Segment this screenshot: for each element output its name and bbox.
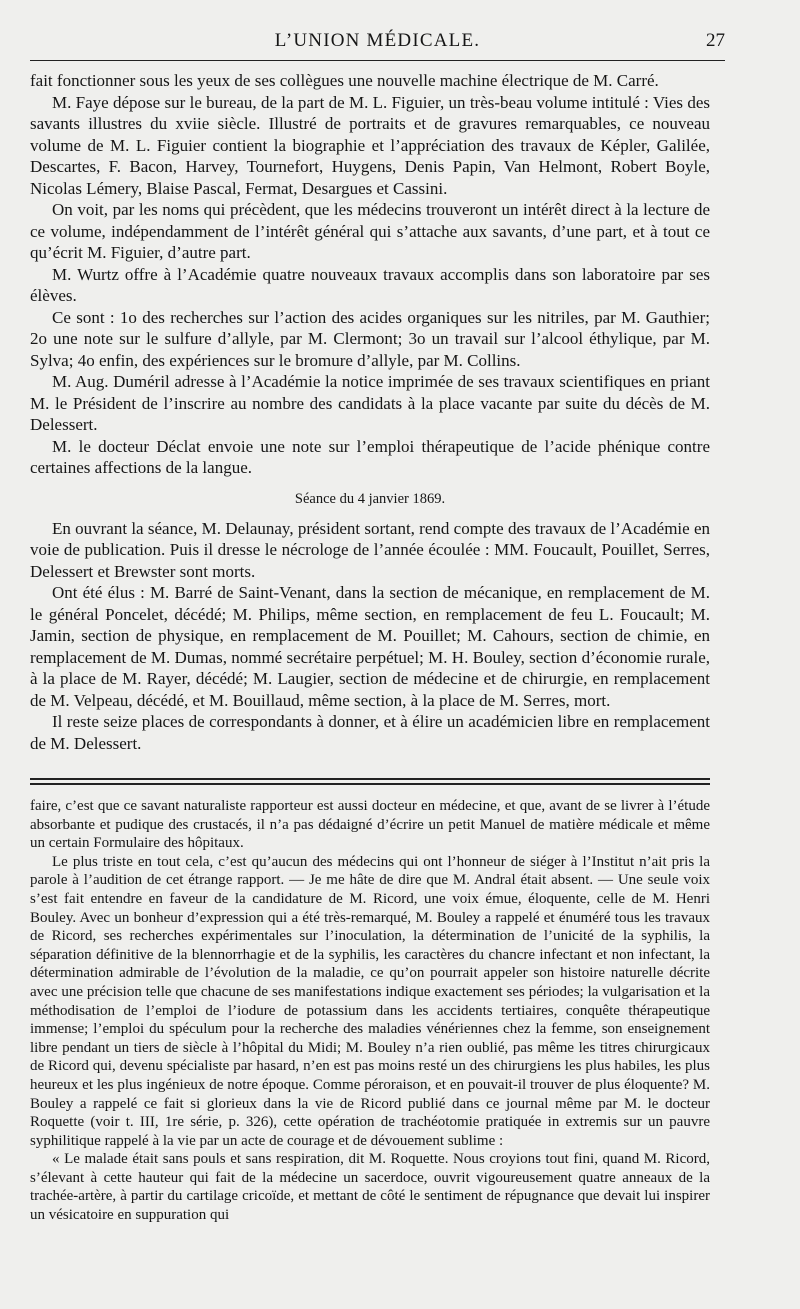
paragraph: faire, c’est que ce savant naturaliste rapporteur est aussi docteur en médecine, et que, avant de se livrer à l’étude absorbante et pudique des crustacés, il n’a pas dédaigné d’écrire un petit Manuel de matière médicale et même un certain Formulaire des hôpitaux. bbox=[30, 798, 710, 852]
running-title: L’UNION MÉDICALE. bbox=[274, 30, 481, 51]
paragraph: M. le docteur Déclat envoie une note sur l’emploi thérapeutique de l’acide phénique contre certaines affections de la langue. bbox=[30, 436, 710, 477]
header-rule bbox=[30, 60, 725, 61]
paragraph: Ce sont : 1o des recherches sur l’action des acides organiques sur les nitriles, par M. Gauthier; 2o une note sur le sulfure d’allyle, par M. Clermont; 3o un travail sur l’alcool éthylique, par M. Sylva; 4o enfin, des expériences sur le bromure d’allyle, par M. Collins. bbox=[30, 307, 710, 370]
paragraph: « Le malade était sans pouls et sans respiration, dit M. Roquette. Nous croyions tout fini, quand M. Ricord, s’élevant à cette hauteur qui fait de la médecine un sacerdoce, ouvrit vigoureusement quatre anneaux de la trachée-artère, à partir du cartilage cricoïde, et mettant de côté le sentiment de répugnance que devait lui inspirer un vésicatoire en suppuration qui bbox=[30, 1151, 710, 1224]
session-heading: Séance du 4 janvier 1869. bbox=[294, 490, 446, 507]
separator-line bbox=[30, 783, 710, 785]
paragraph: fait fonctionner sous les yeux de ses collègues une nouvelle machine électrique de M. Carré. bbox=[30, 71, 659, 90]
separator-line bbox=[30, 778, 710, 780]
paragraph: M. Aug. Duméril adresse à l’Académie la notice imprimée de ses travaux scientifiques en priant M. le Président de l’inscrire au nombre des candidats à la place vacante par suite du décès de M. Delessert. bbox=[30, 372, 710, 434]
paragraph: En ouvrant la séance, M. Delaunay, président sortant, rend compte des travaux de l’Académie en voie de publication. Puis il dresse le nécrologe de l’année écoulée : MM. Foucault, Pouillet, Serres, Delessert et Brewster sont morts. bbox=[30, 518, 710, 581]
feuilleton-section bbox=[30, 797, 710, 1225]
paragraph: On voit, par les noms qui précèdent, que les médecins trouveront un intérêt direct à la lecture de ce volume, indépendamment de l’intérêt général qui s’attache aux savants, d’une part, et à tout ce qu’écrit M. Figuier, d’autre part. bbox=[30, 200, 710, 262]
paragraph: M. Faye dépose sur le bureau, de la part de M. L. Figuier, un très-beau volume intitulé : Vies des savants illustres du xviie siècle. Illustré de portraits et de gravures remarquables, ce nouveau volume de M. L. Figuier contient la biographie et l’appréciation des travaux de Képler, Galilée, Descartes, F. Bacon, Harvey, Tournefort, Huygens, Denis Papin, Van Helmont, Robert Boyle, Nicolas Lémery, Blaise Pascal, Fermat, Desargues et Cassini. bbox=[30, 92, 710, 198]
feuilleton-separator bbox=[30, 778, 710, 788]
page-header bbox=[30, 30, 725, 56]
paragraph: Ont été élus : M. Barré de Saint-Venant, dans la section de mécanique, en remplacement de M. le général Poncelet, décédé; M. Philips, même section, en remplacement de feu L. Foucault; M. Jamin, section de physique, en remplacement de M. Pouillet; M. Cahours, section de chimie, en remplacement de M. Dumas, nommé secrétaire perpétuel; M. H. Bouley, section d’économie rurale, à la place de M. Rayer, décédé; M. Laugier, section de médecine et de chirurgie, en remplacement de M. Velpeau, décédé, et M. Bouillaud, même section, à la place de M. Serres, mort. bbox=[30, 583, 710, 710]
paragraph: M. Wurtz offre à l’Académie quatre nouveaux travaux accomplis dans son laboratoire par ses élèves. bbox=[30, 264, 710, 305]
paragraph: Le plus triste en tout cela, c’est qu’aucun des médecins qui ont l’honneur de siéger à l’Institut n’ait pris la parole à l’audition de cet étrange rapport. — Je me hâte de dire que M. Andral était absent. — Une seule voix s’est fait entendre en faveur de la candidature de M. Ricord, une voix émue, éloquente, celle de M. Henri Bouley. Avec un bonheur d’expression qui a été très-remarqué, M. Bouley a rappelé et énuméré tous les travaux de Ricord, ses recherches expérimentales sur l’inoculation, la détermination de l’unicité de la syphilis, la séparation définitive de la blennorrhagie et de la syphilis, les caractères du chancre infectant et non infectant, la détermination admirable de l’évolution de la maladie, ce qu’on pourrait appeler son histoire naturelle décrite avec une précision telle que chacune de ses manifestations indique exactement ses périodes; la vulgarisation et la méthodisation de l’emploi de l’iodure de potassium dans les accidents tertiaires, conquête thérapeutique immense; l’emploi du spéculum pour la recherche des maladies vénériennes chez la femme, son enseignement libre pendant un tiers de siècle à l’hôpital du Midi; M. Bouley n’a rien oublié, pas même les titres chirurgicaux de Ricord qui, devenu spécialiste par hasard, n’en est pas moins resté un des chirurgiens les plus habiles, les plus heureux et les plus ingénieux de notre époque. Comme péroraison, et en pouvait-il trouver de plus éloquente? M. Bouley a rappelé ce fait si glorieux dans la vie de Ricord publié dans ce journal même par M. le docteur Roquette (voir t. III, 1re série, p. 326), cette opération de trachéotomie pratiquée in extremis sur un pauvre syphilitique rappelé à la vie par un acte de courage et de dévouement sublime : bbox=[30, 853, 710, 1149]
paragraph: Il reste seize places de correspondants à donner, et à élire un académicien libre en remplacement de M. Delessert. bbox=[30, 712, 710, 753]
page-number: 27 bbox=[706, 30, 725, 51]
main-article bbox=[30, 70, 710, 754]
